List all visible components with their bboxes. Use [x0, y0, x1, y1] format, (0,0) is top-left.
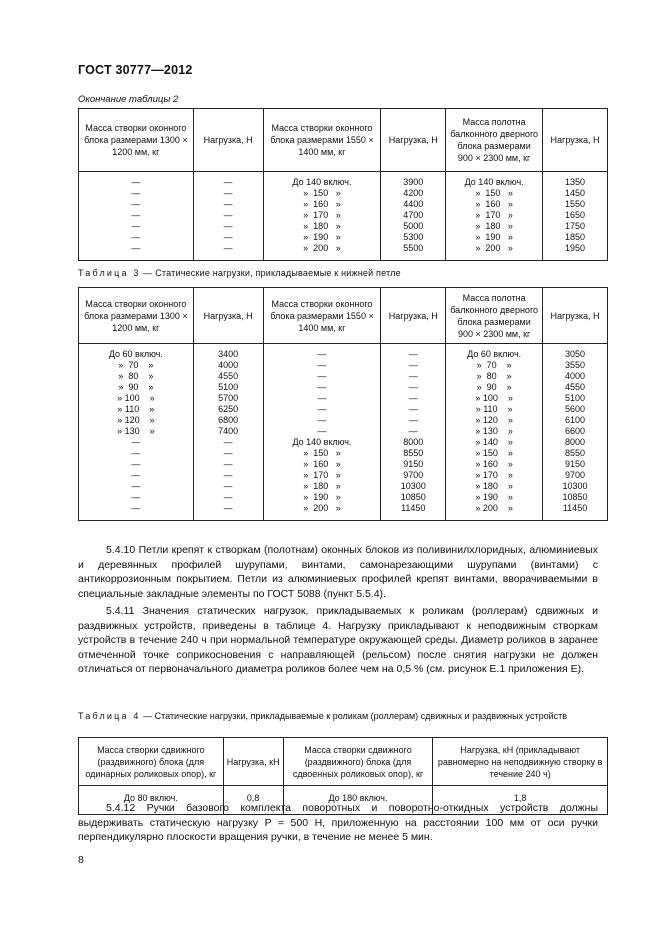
cell-line: — — [223, 492, 233, 502]
cell-line: 5100 — [218, 382, 239, 392]
cell-line: 1950 — [565, 243, 586, 253]
cell-line: » 110 » — [117, 404, 155, 414]
cell-line: 8000 — [565, 437, 586, 447]
cell-line: » 180 » — [303, 481, 341, 491]
cell-line: 10300 — [400, 481, 426, 491]
cell-line: 1750 — [565, 221, 586, 231]
cell-line: » 190 » — [303, 232, 341, 242]
t2-col-1 — [79, 172, 194, 261]
cell-line: » 160 » — [475, 199, 513, 209]
cell-line: — — [131, 210, 141, 220]
cell-line: 5100 — [565, 393, 586, 403]
cell-line: » 150 » — [475, 188, 513, 198]
cell-line: 1650 — [565, 210, 586, 220]
cell-line: — — [317, 349, 327, 359]
cell-line: » 160 » — [303, 199, 341, 209]
cell-line: 4700 — [403, 210, 424, 220]
cell-line: — — [131, 470, 141, 480]
cell-line: — — [223, 177, 233, 187]
cell-line: — — [131, 188, 141, 198]
cell-line: » 160 » — [475, 459, 513, 469]
cell-line: » 200 » — [475, 503, 513, 513]
t3-head-2: Нагрузка, Н — [193, 288, 263, 344]
cell-line: » 180 » — [303, 221, 341, 231]
cell-line: — — [223, 232, 233, 242]
cell-line: — — [131, 199, 141, 209]
cell-line: » 200 » — [303, 243, 341, 253]
document-header: ГОСТ 30777—2012 — [78, 63, 193, 77]
cell-line: 9700 — [403, 470, 424, 480]
cell-line: » 140 » — [475, 437, 513, 447]
table4-caption — [78, 710, 598, 722]
cell-line: — — [223, 221, 233, 231]
cell-line: — — [317, 404, 327, 414]
cell-line: — — [131, 243, 141, 253]
cell-line: » 90 » — [476, 382, 512, 392]
cell-line: 6800 — [218, 415, 239, 425]
table3-caption-label: Таблица 3 — [78, 268, 141, 278]
cell-line: » 100 » — [117, 393, 155, 403]
cell-line: — — [317, 426, 327, 436]
cell-line: — — [317, 371, 327, 381]
cell-line: » 180 » — [475, 481, 513, 491]
cell-line: 6600 — [565, 426, 586, 436]
cell-line: » 180 » — [475, 221, 513, 231]
table-3 — [78, 287, 608, 521]
cell-line: — — [131, 492, 141, 502]
cell-line: 3900 — [403, 177, 424, 187]
cell-line: 10850 — [400, 492, 426, 502]
cell-line: » 100 » — [475, 393, 513, 403]
cell-line: 11450 — [401, 503, 426, 513]
cell-line: — — [408, 382, 418, 392]
t2-head-5: Масса полотна балконного дверного блока размерами 900 × 2300 мм, кг — [446, 109, 543, 172]
cell-line: — — [131, 448, 141, 458]
cell-line: » 190 » — [475, 232, 513, 242]
cell-line: — — [408, 393, 418, 403]
t4-cell-2: 0,8 — [223, 786, 283, 815]
t4-head-3: Масса створки сдвижного (раздвижного) блока (для сдвоенных роликовых опор), кг — [283, 738, 433, 786]
cell-line: » 150 » — [303, 448, 341, 458]
cell-line: » 150 » — [303, 188, 341, 198]
cell-line: 1850 — [565, 232, 586, 242]
t2-head-6: Нагрузка, Н — [543, 109, 608, 172]
cell-line: До 60 включ. — [467, 349, 522, 359]
t4-head-1: Масса створки сдвижного (раздвижного) блока (для одинарных роликовых опор), кг — [79, 738, 224, 786]
t4-cell-4: 1,8 — [433, 786, 608, 815]
cell-line: 6250 — [218, 404, 239, 414]
cell-line: До 140 включ. — [464, 177, 524, 187]
t4-head-4: Нагрузка, кН (прикладывают равномерно на неподвижную створку в течение 240 ч) — [433, 738, 608, 786]
cell-line: — — [223, 199, 233, 209]
paragraph-5-4-11 — [78, 604, 598, 677]
t3-col-6 — [543, 344, 608, 521]
t3-col-5 — [446, 344, 543, 521]
cell-line: 5600 — [565, 404, 586, 414]
cell-line: » 80 » — [118, 371, 154, 381]
cell-line: » 130 » — [475, 426, 513, 436]
cell-line: — — [223, 448, 233, 458]
cell-line: — — [317, 415, 327, 425]
cell-line: — — [408, 360, 418, 370]
cell-line: — — [223, 481, 233, 491]
cell-line: 4000 — [565, 371, 586, 381]
cell-line: До 60 включ. — [108, 349, 163, 359]
table2-caption: Окончание таблицы 2 — [78, 94, 179, 105]
cell-line: 4200 — [403, 188, 424, 198]
cell-line: — — [317, 393, 327, 403]
cell-line: — — [408, 371, 418, 381]
cell-line: 4400 — [403, 199, 424, 209]
cell-line: — — [408, 415, 418, 425]
cell-line: 7400 — [218, 426, 239, 436]
cell-line: — — [131, 481, 141, 491]
t3-col-1 — [79, 344, 194, 521]
t4-cell-1: До 80 включ. — [79, 786, 224, 815]
cell-line: — — [408, 404, 418, 414]
t2-col-5 — [446, 172, 543, 261]
t2-col-2 — [193, 172, 263, 261]
t3-col-2 — [193, 344, 263, 521]
cell-line: — — [131, 177, 141, 187]
cell-line: » 80 » — [476, 371, 512, 381]
cell-line: » 160 » — [303, 459, 341, 469]
t2-head-3: Масса створки оконного блока размерами 1550 × 1400 мм, кг — [263, 109, 381, 172]
cell-line: 10850 — [562, 492, 588, 502]
t2-head-1: Масса створки оконного блока размерами 1300 × 1200 мм, кг — [79, 109, 194, 172]
cell-line: — — [223, 470, 233, 480]
cell-line: » 150 » — [475, 448, 513, 458]
t3-head-5: Масса полотна балконного дверного блока размерами 900 × 2300 мм, кг — [446, 288, 543, 344]
cell-line: 5500 — [403, 243, 424, 253]
paragraph-5-4-12-text: 5.4.12 Ручки базового комплекта поворотных и поворотно-откидных устройств должны выдерживать статическую нагрузку P = 500 Н, приложенную на расстоянии 100 мм от оси ручки перпендикулярно плоскости вращения ручки, в течение не менее 5 мин. — [78, 802, 598, 843]
cell-line: — — [131, 437, 141, 447]
cell-line: — — [223, 188, 233, 198]
cell-line: — — [131, 503, 141, 513]
cell-line: » 90 » — [118, 382, 154, 392]
cell-line: — — [223, 459, 233, 469]
cell-line: — — [223, 437, 233, 447]
t2-head-2: Нагрузка, Н — [193, 109, 263, 172]
t2-col-6 — [543, 172, 608, 261]
cell-line: 11450 — [562, 503, 588, 513]
table-2 — [78, 108, 608, 261]
cell-line: » 120 » — [475, 415, 513, 425]
cell-line: 3050 — [565, 349, 586, 359]
t3-head-1: Масса створки оконного блока размерами 1300 × 1200 мм, кг — [79, 288, 194, 344]
cell-line: — — [408, 426, 418, 436]
t2-col-4 — [381, 172, 446, 261]
t2-head-4: Нагрузка, Н — [381, 109, 446, 172]
cell-line: 1450 — [565, 188, 586, 198]
cell-line: 8550 — [565, 448, 586, 458]
cell-line: 9700 — [565, 470, 586, 480]
cell-line: 10300 — [562, 481, 588, 491]
t3-head-3: Масса створки оконного блока размерами 1550 × 1400 мм, кг — [263, 288, 381, 344]
t3-col-4 — [381, 344, 446, 521]
cell-line: » 200 » — [303, 503, 341, 513]
paragraph-5-4-12 — [78, 801, 598, 845]
cell-line: До 140 включ. — [292, 437, 352, 447]
cell-line: — — [223, 210, 233, 220]
cell-line: 5700 — [218, 393, 239, 403]
cell-line: До 140 включ. — [292, 177, 352, 187]
t2-col-3 — [263, 172, 381, 261]
t3-head-4: Нагрузка, Н — [381, 288, 446, 344]
paragraph-5-4-10 — [78, 543, 598, 601]
cell-line: » 190 » — [475, 492, 513, 502]
cell-line: 1350 — [565, 177, 586, 187]
cell-line: 8550 — [403, 448, 424, 458]
table3-caption — [78, 268, 401, 278]
cell-line: — — [131, 232, 141, 242]
cell-line: 9150 — [565, 459, 586, 469]
cell-line: » 110 » — [475, 404, 513, 414]
t3-col-3 — [263, 344, 381, 521]
cell-line: » 170 » — [475, 210, 513, 220]
table4-caption-label: Таблица 4 — [78, 711, 141, 721]
cell-line: » 190 » — [303, 492, 341, 502]
cell-line: » 170 » — [475, 470, 513, 480]
cell-line: 8000 — [403, 437, 424, 447]
cell-line: 4000 — [218, 360, 239, 370]
cell-line: — — [408, 349, 418, 359]
page-number: 8 — [78, 854, 84, 866]
cell-line: — — [223, 243, 233, 253]
cell-line: 9150 — [403, 459, 424, 469]
table3-caption-title: — Статические нагрузки, прикладываемые к нижней петле — [140, 268, 401, 278]
cell-line: » 200 » — [475, 243, 513, 253]
cell-line: » 120 » — [117, 415, 155, 425]
cell-line: 5300 — [403, 232, 424, 242]
cell-line: — — [317, 382, 327, 392]
cell-line: 1550 — [565, 199, 586, 209]
cell-line: 3550 — [565, 360, 586, 370]
t4-head-2: Нагрузка, кН — [223, 738, 283, 786]
t4-cell-3: До 180 включ. — [283, 786, 433, 815]
paragraph-5-4-10-text: 5.4.10 Петли крепят к створкам (полотнам) оконных блоков из поливинилхлоридных, алюминиевых и деревянных профилей шурупами, винтами, самонарезающими шурупами (винтами) с антикоррозионным покрытием. Петли из алюминиевых профилей крепят винтами, вворачиваемыми в специальные закладные элементы по ГОСТ 5088 (пункт 5.5.4). — [78, 544, 598, 600]
cell-line: — — [131, 459, 141, 469]
cell-line: — — [131, 221, 141, 231]
cell-line: » 170 » — [303, 470, 341, 480]
cell-line: — — [317, 360, 327, 370]
cell-line: 4550 — [565, 382, 586, 392]
cell-line: 5000 — [403, 221, 424, 231]
cell-line: 3400 — [218, 349, 239, 359]
cell-line: » 170 » — [303, 210, 341, 220]
t3-head-6: Нагрузка, Н — [543, 288, 608, 344]
cell-line: » 70 » — [118, 360, 154, 370]
cell-line: 4550 — [218, 371, 239, 381]
cell-line: » 70 » — [476, 360, 512, 370]
cell-line: 6100 — [565, 415, 586, 425]
cell-line: » 130 » — [117, 426, 155, 436]
paragraph-5-4-11-text: 5.4.11 Значения статических нагрузок, прикладываемых к роликам (роллерам) сдвижных и раздвижных устройств, приведены в таблице 4. Нагрузку прикладывают к неподвижным створкам устройств в течение 240 ч при нормальной температуре окружающей среды. Диаметр роликов в заранее отмеченной точке соприкосновения с направляющей (рельсом) после снятия нагрузки не должен отличаться от первоначального диаметра роликов более чем на 0,5 % (см. рисунок Е.1 приложения Е). — [78, 605, 598, 675]
table4-caption-title: — Статические нагрузки, прикладываемые к роликам (роллерам) сдвижных и раздвижных устройств — [140, 711, 568, 721]
cell-line: — — [223, 503, 233, 513]
